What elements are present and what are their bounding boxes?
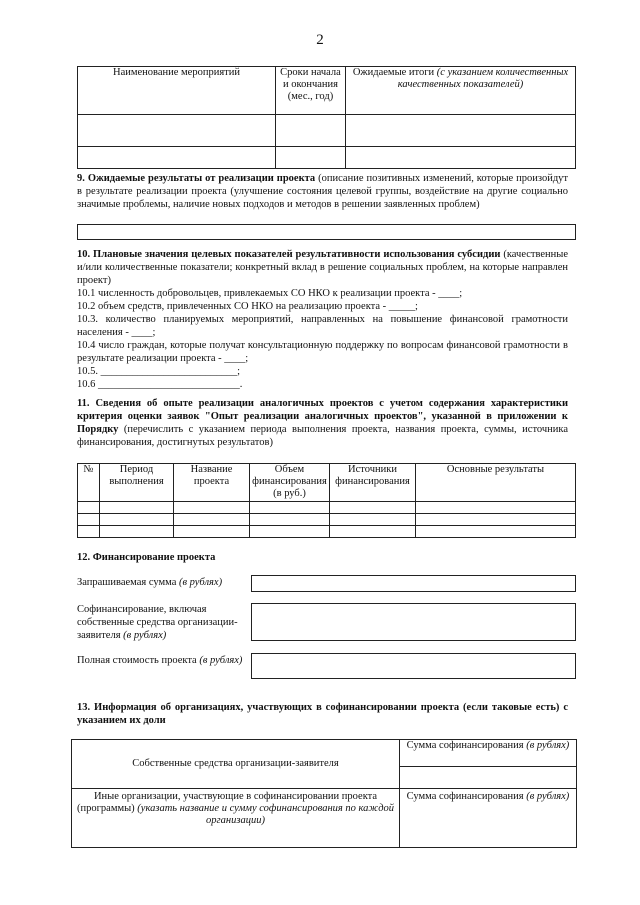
other-orgs-sum-text: Сумма софинансирования	[406, 791, 524, 802]
table-cell[interactable]	[100, 502, 174, 514]
table-cell[interactable]	[174, 526, 250, 538]
section-13-title: 13. Информация об организациях, участвующих в софинансировании проекта (если таковые есть) с указанием их доли	[77, 702, 568, 726]
indicator-10-2: 10.2 объем средств, привлеченных СО НКО на реализацию проекта - _____;	[77, 301, 418, 312]
own-funds-sum-header	[400, 740, 577, 767]
other-orgs-label	[72, 789, 400, 848]
section-11	[77, 397, 568, 449]
section-9-title: 9. Ожидаемые результаты от реализации проекта	[77, 173, 316, 184]
experience-table	[77, 463, 576, 538]
table-cell[interactable]	[416, 526, 576, 538]
results-cell[interactable]	[346, 115, 576, 147]
section-10	[77, 248, 568, 391]
table-cell[interactable]	[330, 526, 416, 538]
events-cell[interactable]	[78, 115, 276, 147]
table-cell[interactable]	[100, 514, 174, 526]
results-cell[interactable]	[346, 147, 576, 169]
section-12-title: 12. Финансирование проекта	[77, 552, 216, 563]
total-cost-label	[77, 654, 247, 667]
col-funding-volume-header: Объем финансирования (в руб.)	[250, 464, 330, 502]
indicator-10-3: 10.3. количество планируемых мероприятий, направленных на повышение финансовой грамотности населения - ____;	[77, 314, 568, 338]
table-cell[interactable]	[250, 526, 330, 538]
indicator-10-1: 10.1 численность добровольцев, привлекаемых СО НКО к реализации проекта - ____;	[77, 288, 463, 299]
own-funds-label: Собственные средства организации-заявителя	[72, 740, 400, 789]
col-number-header: №	[78, 464, 100, 502]
table-cell[interactable]	[78, 502, 100, 514]
cofinancing-label	[77, 603, 247, 642]
col-period-header: Период выполнения	[100, 464, 174, 502]
requested-sum-text: Запрашиваемая сумма	[77, 577, 177, 588]
table-cell[interactable]	[78, 514, 100, 526]
table-cell[interactable]	[416, 514, 576, 526]
section-11-title: 11. Сведения об опыте реализации аналогичных проектов с учетом содержания характеристики критерия оценки заявок "Опыт реализации аналогичных проектов", указанной в приложении к Порядку	[77, 398, 568, 435]
requested-sum-unit: (в рублях)	[178, 577, 223, 588]
other-orgs-note: (указать название и сумму софинансирования по каждой организации)	[137, 803, 395, 826]
table-cell[interactable]	[250, 514, 330, 526]
section-9-text: (описание позитивных изменений, которые произойдут в результате реализации проекта (улучшение состояния целевой группы, воздействие на другие социально значимые проблемы, наличие новых подходов и методов в решении заявленных проблем)	[77, 173, 569, 210]
results-header-main: Ожидаемые итоги	[352, 67, 435, 78]
events-cell[interactable]	[78, 147, 276, 169]
cofinancing-text: Софинансирование, включая собственные средства организации-заявителя	[77, 604, 238, 641]
requested-sum-label	[77, 576, 247, 589]
col-funding-source-header: Источники финансирования	[330, 464, 416, 502]
dates-cell[interactable]	[276, 147, 346, 169]
table-cell[interactable]	[330, 514, 416, 526]
results-header	[346, 67, 576, 115]
table-cell[interactable]	[100, 526, 174, 538]
section-9	[77, 172, 568, 211]
other-orgs-text: Иные организации, участвующие в софинансировании проекта (программы)	[76, 791, 378, 814]
other-orgs-sum-cell[interactable]	[400, 789, 577, 848]
col-results-header: Основные результаты	[416, 464, 576, 502]
section-10-title: 10. Плановые значения целевых показателей результативности использования субсидии	[77, 249, 501, 260]
requested-sum-field[interactable]	[251, 575, 576, 592]
cofinancing-orgs-table	[71, 739, 577, 848]
section-11-subtitle: (перечислить с указанием периода выполнения проекта, названия проекта, суммы, источника финансирования, достигнутых результатов)	[77, 424, 569, 448]
other-orgs-sum-unit: (в рублях)	[526, 791, 570, 802]
cofinancing-field[interactable]	[251, 603, 576, 641]
table-cell[interactable]	[78, 526, 100, 538]
page-number: 2	[316, 32, 324, 48]
total-cost-unit: (в рублях)	[199, 655, 243, 666]
table-cell[interactable]	[174, 502, 250, 514]
events-table	[77, 66, 576, 169]
own-funds-sum-text: Сумма софинансирования	[406, 740, 524, 751]
table-cell[interactable]	[330, 502, 416, 514]
dates-cell[interactable]	[276, 115, 346, 147]
own-funds-sum-unit: (в рублях)	[526, 740, 570, 751]
table-cell[interactable]	[416, 502, 576, 514]
own-funds-sum-field[interactable]	[400, 767, 577, 789]
indicator-10-5: 10.5. __________________________;	[77, 366, 241, 377]
section-10-subtitle: (качественные и/или количественные показатели; конкретный вклад в решение социальных проблем, на которые направлен проект)	[77, 249, 568, 286]
cofinancing-unit: (в рублях)	[123, 630, 167, 641]
dates-header: Сроки начала и окончания (мес., год)	[276, 67, 346, 115]
section-9-answer-field[interactable]	[77, 224, 576, 240]
indicator-10-6: 10.6 ___________________________.	[77, 379, 243, 390]
total-cost-field[interactable]	[251, 653, 576, 679]
indicator-10-4: 10.4 число граждан, которые получат консультационную поддержку по вопросам финансовой грамотности в результате реализации проекта - ____;	[77, 340, 568, 364]
total-cost-text: Полная стоимость проекта	[77, 655, 197, 666]
table-cell[interactable]	[174, 514, 250, 526]
events-header: Наименование мероприятий	[78, 67, 276, 115]
table-cell[interactable]	[250, 502, 330, 514]
results-header-note: (с указанием количественных качественных показателей)	[397, 67, 569, 90]
col-project-name-header: Название проекта	[174, 464, 250, 502]
